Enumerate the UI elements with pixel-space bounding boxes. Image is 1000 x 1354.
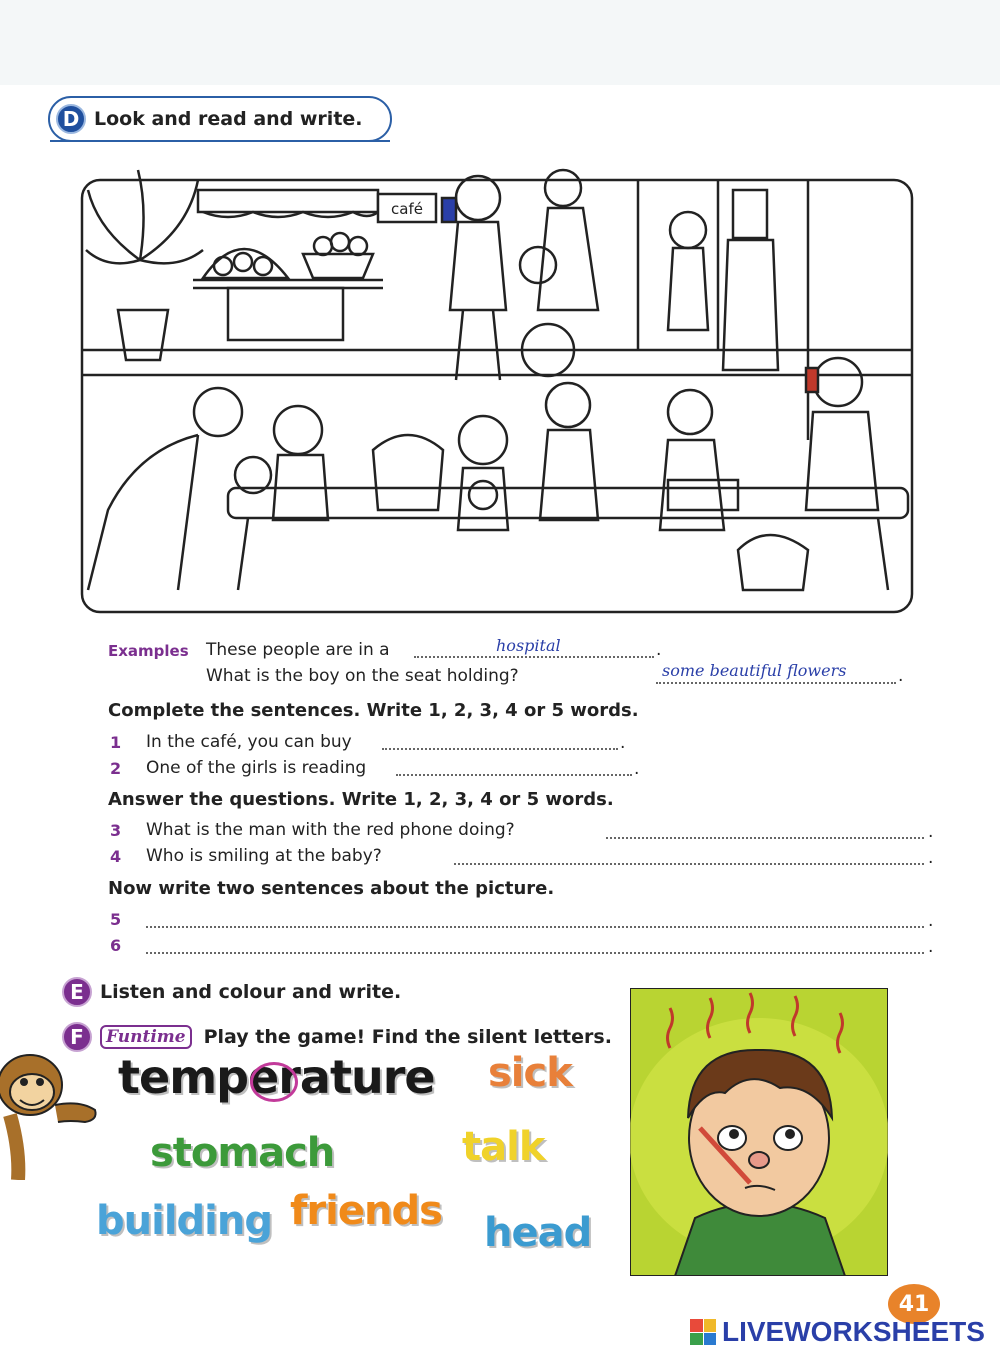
answer-line-5[interactable] bbox=[146, 926, 924, 928]
section-e-title: Listen and colour and write. bbox=[100, 981, 402, 1003]
brand-watermark bbox=[690, 1316, 985, 1348]
example-answer-2: some beautiful flowers bbox=[662, 661, 847, 680]
item-number-3: 3 bbox=[110, 821, 122, 840]
item-number-1: 1 bbox=[110, 733, 122, 752]
brand-text: LIVEWORKSHEETS bbox=[722, 1316, 985, 1347]
period: . bbox=[634, 759, 640, 779]
item-text-3: What is the man with the red phone doing? bbox=[146, 820, 515, 840]
example-answer-line-1 bbox=[414, 656, 654, 658]
item-text-4: Who is smiling at the baby? bbox=[146, 846, 382, 866]
answer-line-2[interactable] bbox=[396, 774, 632, 776]
word-friends[interactable]: friends bbox=[290, 1188, 442, 1234]
instruction-write-two-sentences: Now write two sentences about the picture. bbox=[108, 878, 555, 899]
period: . bbox=[928, 911, 934, 931]
period: . bbox=[928, 822, 934, 842]
word-sick[interactable]: sick bbox=[488, 1050, 572, 1096]
examples-label: Examples bbox=[108, 642, 189, 660]
word-building[interactable]: building bbox=[96, 1198, 272, 1244]
word-talk[interactable]: talk bbox=[462, 1124, 545, 1170]
section-d-title: Look and read and write. bbox=[94, 108, 363, 130]
answer-line-6[interactable] bbox=[146, 952, 924, 954]
item-number-6: 6 bbox=[110, 936, 122, 955]
period: . bbox=[928, 937, 934, 957]
section-f-title: Play the game! Find the silent letters. bbox=[203, 1026, 612, 1048]
example-answer-1: hospital bbox=[496, 636, 561, 655]
monkey-mascot-icon bbox=[0, 1030, 100, 1180]
example-question-1: These people are in a bbox=[206, 640, 390, 660]
period: . bbox=[620, 733, 626, 753]
item-text-2: One of the girls is reading bbox=[146, 758, 367, 778]
section-e-badge: E bbox=[62, 977, 92, 1007]
page-top-strip bbox=[0, 0, 1000, 85]
funtime-tag: Funtime bbox=[100, 1025, 192, 1049]
word-stomach[interactable]: stomach bbox=[150, 1130, 335, 1176]
word-temperature[interactable]: temperature bbox=[118, 1050, 435, 1104]
section-f-header bbox=[62, 1022, 612, 1052]
answer-line-1[interactable] bbox=[382, 748, 618, 750]
sick-boy-illustration bbox=[630, 988, 888, 1276]
example-answer-line-2 bbox=[656, 682, 896, 684]
example-question-2: What is the boy on the seat holding? bbox=[206, 666, 519, 686]
item-number-2: 2 bbox=[110, 759, 122, 778]
period: . bbox=[656, 640, 662, 660]
answer-line-4[interactable] bbox=[454, 863, 924, 865]
section-f-badge: F bbox=[62, 1022, 92, 1052]
section-d-header bbox=[48, 96, 392, 142]
word-head[interactable]: head bbox=[484, 1210, 592, 1256]
item-text-1: In the café, you can buy bbox=[146, 732, 352, 752]
silent-letter-circle bbox=[250, 1062, 298, 1102]
period: . bbox=[928, 848, 934, 868]
item-number-4: 4 bbox=[110, 847, 122, 866]
page-number-badge: 41 bbox=[888, 1284, 940, 1324]
liveworksheets-logo-icon bbox=[690, 1319, 716, 1345]
hospital-scene-illustration bbox=[78, 150, 918, 620]
cafe-sign-text: café bbox=[391, 200, 423, 218]
instruction-answer-questions: Answer the questions. Write 1, 2, 3, 4 or 5 words. bbox=[108, 789, 614, 810]
section-e-header bbox=[62, 977, 401, 1007]
period: . bbox=[898, 666, 904, 686]
instruction-complete-sentences: Complete the sentences. Write 1, 2, 3, 4 or 5 words. bbox=[108, 700, 639, 721]
answer-line-3[interactable] bbox=[606, 837, 924, 839]
item-number-5: 5 bbox=[110, 910, 122, 929]
section-d-badge: D bbox=[56, 104, 86, 134]
